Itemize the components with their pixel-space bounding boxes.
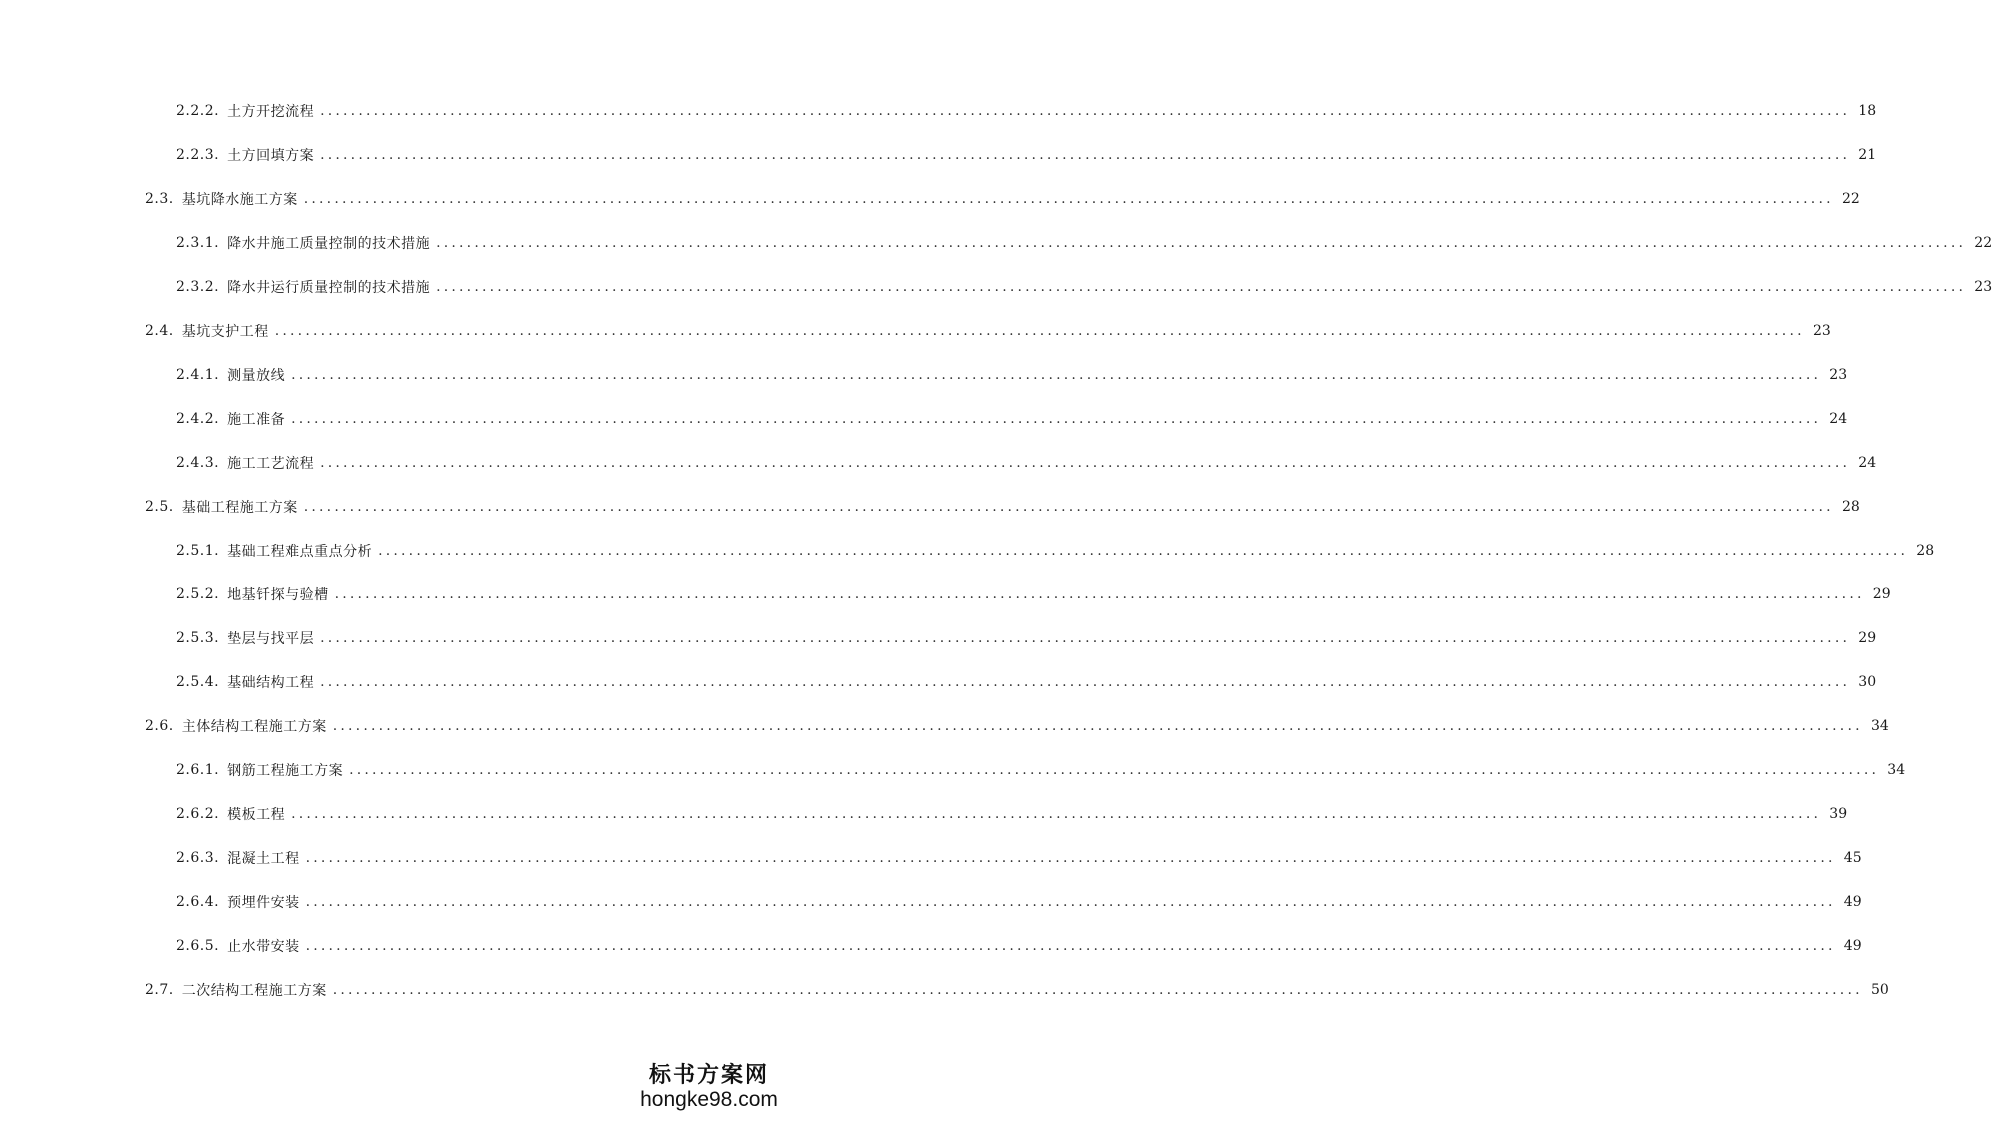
toc-dot-leader: ........................................................................................................................................................................................................ xyxy=(436,235,1967,251)
toc-dot-leader: ........................................................................................................................................................................................................ xyxy=(305,894,1836,910)
toc-dot-leader: ........................................................................................................................................................................................................ xyxy=(274,323,1805,339)
toc-entry-title: 止水带安装 xyxy=(227,939,300,955)
toc-entry-title: 基坑支护工程 xyxy=(181,324,269,340)
toc-entry-number: 2.5.1. xyxy=(176,543,220,559)
toc-entry[interactable] xyxy=(145,319,1831,343)
toc-dot-leader: ........................................................................................................................................................................................................ xyxy=(305,850,1836,866)
toc-dot-leader: ........................................................................................................................................................................................................ xyxy=(320,674,1851,690)
toc-entry-number: 2.3.1. xyxy=(176,235,220,251)
toc-entry-number: 2.6.4. xyxy=(176,894,220,910)
site-watermark xyxy=(639,1062,779,1112)
toc-entry-number: 2.5.3. xyxy=(176,630,220,646)
toc-entry-title: 垫层与找平层 xyxy=(227,631,315,647)
toc-entry[interactable] xyxy=(176,451,1877,475)
toc-dot-leader: ........................................................................................................................................................................................................ xyxy=(303,191,1834,207)
toc-dot-leader: ........................................................................................................................................................................................................ xyxy=(320,103,1851,119)
toc-entry-page: 28 xyxy=(1916,543,1935,559)
toc-entry-number: 2.4.1. xyxy=(176,367,220,383)
toc-entry-number: 2.6.5. xyxy=(176,938,220,954)
toc-entry-number: 2.5. xyxy=(145,499,174,515)
toc-entry[interactable] xyxy=(176,934,1862,958)
toc-dot-leader: ........................................................................................................................................................................................................ xyxy=(349,762,1880,778)
toc-entry-number: 2.2.2. xyxy=(176,103,220,119)
toc-entry-number: 2.5.2. xyxy=(176,586,220,602)
watermark-url: hongke98.com xyxy=(640,1088,778,1111)
toc-entry-page: 24 xyxy=(1858,455,1877,471)
toc-entry[interactable] xyxy=(176,539,1935,563)
toc-entry-title: 混凝土工程 xyxy=(227,851,300,867)
toc-entry-page: 22 xyxy=(1841,191,1860,207)
toc-entry-number: 2.6.3. xyxy=(176,850,220,866)
toc-entry-title: 施工工艺流程 xyxy=(227,456,315,472)
toc-entry-page: 18 xyxy=(1858,103,1877,119)
toc-entry-page: 45 xyxy=(1843,850,1862,866)
toc-entry-number: 2.6. xyxy=(145,718,174,734)
toc-entry[interactable] xyxy=(145,187,1860,211)
toc-entry-page: 23 xyxy=(1812,323,1831,339)
toc-entry-title: 测量放线 xyxy=(227,368,286,384)
toc-dot-leader: ........................................................................................................................................................................................................ xyxy=(332,982,1863,998)
toc-entry-title: 地基钎探与验槽 xyxy=(227,587,329,603)
toc-entry-page: 24 xyxy=(1829,411,1848,427)
toc-entry[interactable] xyxy=(176,626,1877,650)
toc-entry-page: 23 xyxy=(1974,279,1992,295)
toc-entry-page: 22 xyxy=(1974,235,1992,251)
watermark-site-name: 标书方案网 xyxy=(648,1062,769,1087)
toc-dot-leader: ........................................................................................................................................................................................................ xyxy=(291,411,1822,427)
toc-entry-number: 2.4. xyxy=(145,323,174,339)
toc-dot-leader: ........................................................................................................................................................................................................ xyxy=(291,806,1822,822)
toc-entry[interactable] xyxy=(176,143,1877,167)
toc-entry[interactable] xyxy=(176,758,1906,782)
toc-entry-page: 49 xyxy=(1843,938,1862,954)
toc-entry[interactable] xyxy=(176,846,1862,870)
toc-entry-title: 基础工程难点重点分析 xyxy=(227,544,373,560)
toc-entry[interactable] xyxy=(176,582,1891,606)
toc-entry-page: 30 xyxy=(1858,674,1877,690)
toc-dot-leader: ........................................................................................................................................................................................................ xyxy=(320,147,1851,163)
toc-entry-number: 2.4.3. xyxy=(176,455,220,471)
toc-entry-title: 降水井运行质量控制的技术措施 xyxy=(227,280,431,296)
toc-entry[interactable] xyxy=(176,275,1992,299)
toc-entry-title: 二次结构工程施工方案 xyxy=(181,983,327,999)
toc-dot-leader: ........................................................................................................................................................................................................ xyxy=(334,586,1865,602)
toc-entry-page: 49 xyxy=(1843,894,1862,910)
toc-entry[interactable] xyxy=(176,802,1848,826)
toc-dot-leader: ........................................................................................................................................................................................................ xyxy=(320,455,1851,471)
toc-entry-number: 2.4.2. xyxy=(176,411,220,427)
toc-dot-leader: ........................................................................................................................................................................................................ xyxy=(378,543,1909,559)
toc-entry-number: 2.2.3. xyxy=(176,147,220,163)
toc-entry-title: 施工准备 xyxy=(227,412,286,428)
toc-entry-number: 2.3. xyxy=(145,191,174,207)
toc-entry-title: 预埋件安装 xyxy=(227,895,300,911)
toc-entry-title: 主体结构工程施工方案 xyxy=(181,719,327,735)
toc-entry-title: 土方开挖流程 xyxy=(227,104,315,120)
toc-entry-number: 2.6.2. xyxy=(176,806,220,822)
toc-entry-title: 模板工程 xyxy=(227,807,286,823)
toc-entry[interactable] xyxy=(176,890,1862,914)
toc-entry-page: 34 xyxy=(1870,718,1889,734)
toc-entry-page: 29 xyxy=(1872,586,1891,602)
toc-dot-leader: ........................................................................................................................................................................................................ xyxy=(320,630,1851,646)
toc-entry[interactable] xyxy=(176,407,1848,431)
toc-entry-title: 钢筋工程施工方案 xyxy=(227,763,344,779)
toc-entry-number: 2.5.4. xyxy=(176,674,220,690)
toc-dot-leader: ........................................................................................................................................................................................................ xyxy=(305,938,1836,954)
toc-entry[interactable] xyxy=(176,363,1848,387)
toc-entry-title: 基础结构工程 xyxy=(227,675,315,691)
toc-entry-page: 50 xyxy=(1870,982,1889,998)
toc-entry[interactable] xyxy=(176,99,1877,123)
toc-entry-page: 29 xyxy=(1858,630,1877,646)
toc-dot-leader: ........................................................................................................................................................................................................ xyxy=(291,367,1822,383)
toc-entry-page: 39 xyxy=(1829,806,1848,822)
toc-entry-title: 降水井施工质量控制的技术措施 xyxy=(227,236,431,252)
toc-entry-page: 34 xyxy=(1887,762,1906,778)
toc-entry-page: 21 xyxy=(1858,147,1877,163)
toc-entry-page: 28 xyxy=(1841,499,1860,515)
toc-dot-leader: ........................................................................................................................................................................................................ xyxy=(332,718,1863,734)
toc-entry-title: 基础工程施工方案 xyxy=(181,500,298,516)
toc-entry[interactable] xyxy=(176,231,1992,255)
toc-entry[interactable] xyxy=(145,495,1860,519)
toc-entry[interactable] xyxy=(145,714,1889,738)
toc-entry[interactable] xyxy=(145,978,1889,1002)
toc-entry-title: 基坑降水施工方案 xyxy=(181,192,298,208)
toc-entry-title: 土方回填方案 xyxy=(227,148,315,164)
toc-entry-page: 23 xyxy=(1829,367,1848,383)
toc-dot-leader: ........................................................................................................................................................................................................ xyxy=(303,499,1834,515)
toc-entry-number: 2.7. xyxy=(145,982,174,998)
toc-entry[interactable] xyxy=(176,670,1877,694)
toc-entry-number: 2.6.1. xyxy=(176,762,220,778)
toc-dot-leader: ........................................................................................................................................................................................................ xyxy=(436,279,1967,295)
toc-entry-number: 2.3.2. xyxy=(176,279,220,295)
